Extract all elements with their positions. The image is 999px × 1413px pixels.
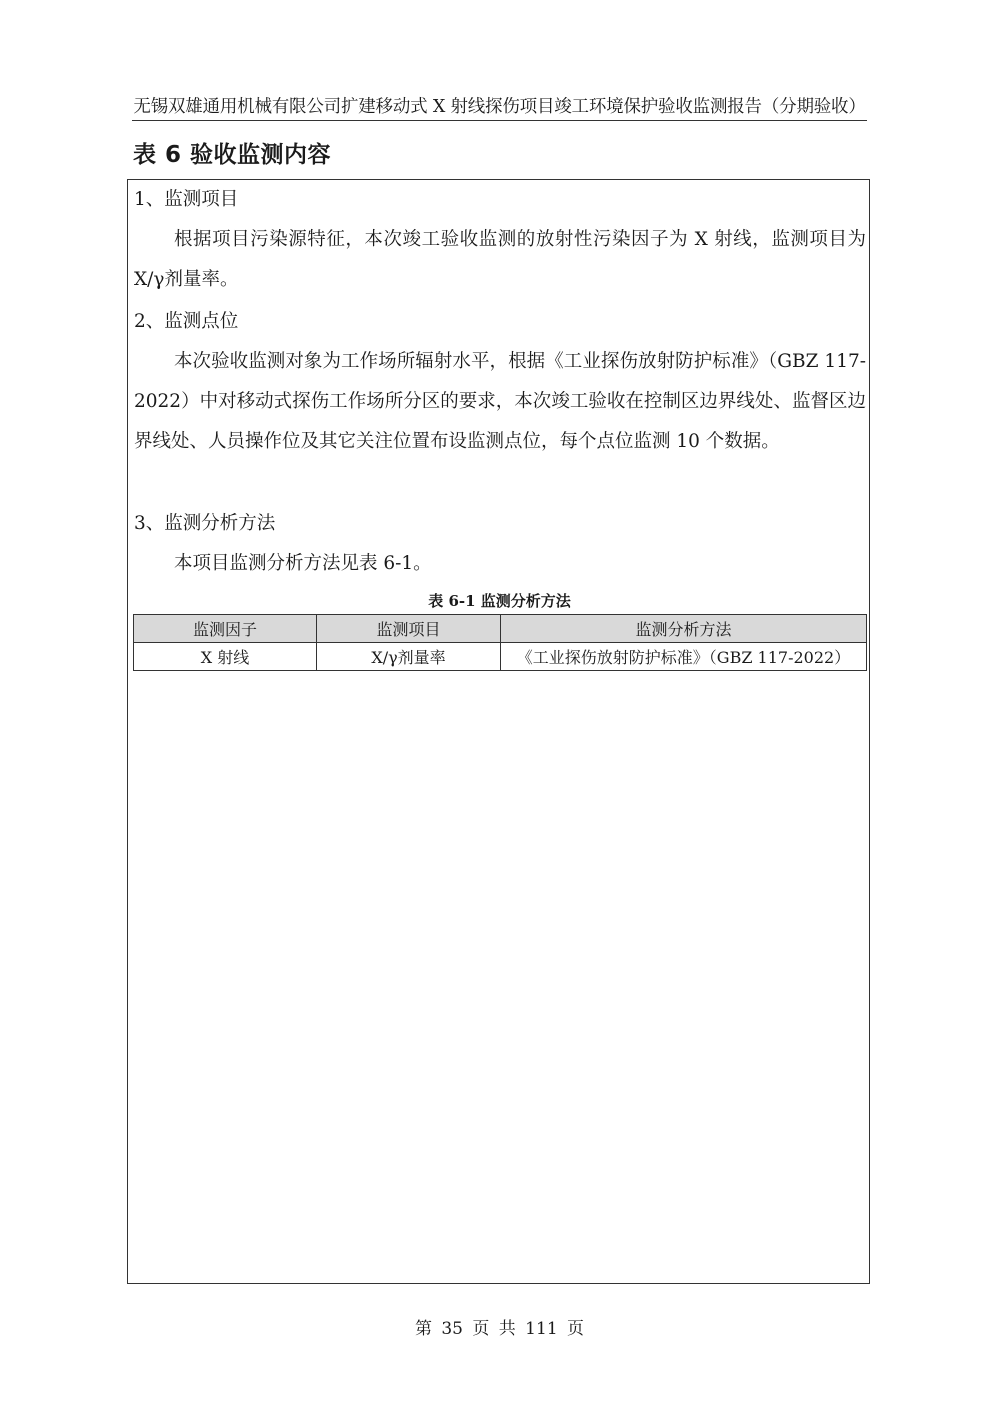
monitoring-method-table	[133, 614, 867, 671]
header-method: 监测分析方法	[501, 615, 867, 643]
header-factor: 监测因子	[134, 615, 317, 643]
cell-item: X/γ剂量率	[317, 643, 501, 671]
cell-factor: X 射线	[134, 643, 317, 671]
table-caption: 表 6-1 监测分析方法	[428, 592, 571, 610]
header-item: 监测项目	[317, 615, 501, 643]
section-title: 表 6 验收监测内容	[133, 142, 332, 168]
report-header-title: 无锡双雄通用机械有限公司扩建移动式 X 射线探伤项目竣工环境保护验收监测报告（分期验收）	[133, 97, 866, 117]
table-row	[134, 643, 867, 671]
cell-method: 《工业探伤放射防护标准》（GBZ 117-2022）	[501, 643, 867, 671]
item3-paragraph: 本项目监测分析方法见表 6-1。	[174, 553, 432, 574]
item2-paragraph: 本次验收监测对象为工作场所辐射水平，根据《工业探伤放射防护标准》（GBZ 117-2022）中对移动式探伤工作场所分区的要求，本次竣工验收在控制区边界线处、监督区边界线处、人员操作位及其它关注位置布设监测点位，每个点位监测 10 个数据。	[134, 351, 866, 452]
page-number: 第 35 页 共 111 页	[414, 1319, 585, 1339]
table-header-row	[134, 615, 867, 643]
item1-heading: 1、监测项目	[134, 189, 239, 210]
item2-heading: 2、监测点位	[134, 311, 239, 332]
header-divider	[132, 120, 867, 121]
item3-heading: 3、监测分析方法	[134, 513, 276, 534]
item1-paragraph: 根据项目污染源特征，本次竣工验收监测的放射性污染因子为 X 射线，监测项目为 X/γ剂量率。	[134, 229, 866, 290]
